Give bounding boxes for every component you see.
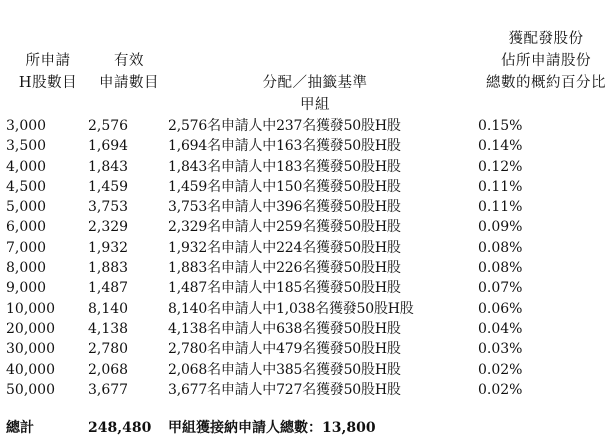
- cell-basis: 1,883名申請人中226名獲發50股H股: [168, 260, 401, 277]
- cell-shares: 50,000: [6, 381, 55, 398]
- header-line: 分配／抽籤基準: [262, 75, 368, 91]
- cell-basis: 2,329名申請人中259名獲發50股H股: [168, 219, 401, 236]
- cell-basis: 2,576名申請人中237名獲發50股H股: [168, 118, 401, 134]
- cell-basis: 1,843名申請人中183名獲發50股H股: [168, 158, 401, 175]
- cell-applications: 1,459: [88, 178, 129, 195]
- table-row: [0, 258, 616, 278]
- cell-percent: 0.02%: [478, 381, 523, 398]
- cell-percent: 0.11%: [478, 199, 523, 216]
- total-row: [0, 418, 616, 438]
- header-line: 佔所申請股份: [501, 53, 591, 69]
- cell-shares: 6,000: [6, 219, 47, 236]
- header-line: 總數的概約百分比: [486, 75, 606, 91]
- header-line: 甲組: [300, 97, 330, 113]
- cell-applications: 1,883: [88, 260, 129, 277]
- cell-percent: 0.08%: [478, 239, 523, 256]
- cell-percent: 0.02%: [478, 361, 523, 378]
- table-row: [0, 360, 616, 380]
- header-line: 有效: [114, 53, 144, 69]
- table-row: [0, 217, 616, 237]
- cell-applications: 2,068: [88, 361, 129, 378]
- cell-shares: 8,000: [6, 260, 47, 277]
- header-line: H股數目: [18, 75, 78, 91]
- table-row: [0, 197, 616, 217]
- cell-shares: 4,500: [6, 178, 47, 195]
- cell-applications: 8,140: [88, 300, 129, 317]
- table-row: [0, 380, 616, 400]
- table-row: [0, 299, 616, 319]
- cell-applications: 2,576: [88, 118, 129, 134]
- cell-basis: 4,138名申請人中638名獲發50股H股: [168, 320, 401, 337]
- cell-shares: 30,000: [6, 341, 55, 358]
- header-line: 獲配發股份: [508, 31, 584, 47]
- cell-basis: 1,487名申請人中185名獲發50股H股: [168, 280, 401, 297]
- cell-basis: 2,780名申請人中479名獲發50股H股: [168, 341, 401, 358]
- cell-percent: 0.12%: [478, 158, 523, 175]
- table-row: [0, 278, 616, 298]
- table-row: [0, 116, 616, 136]
- cell-shares: 9,000: [6, 280, 47, 297]
- cell-applications: 3,677: [88, 381, 129, 398]
- cell-basis: 3,677名申請人中727名獲發50股H股: [168, 381, 401, 398]
- cell-percent: 0.09%: [478, 219, 523, 236]
- cell-percent: 0.04%: [478, 320, 523, 337]
- cell-basis: 8,140名申請人中1,038名獲發50股H股: [168, 300, 414, 317]
- cell-percent: 0.11%: [478, 178, 523, 195]
- header-line: 所申請: [25, 53, 71, 69]
- table-body: [0, 116, 616, 400]
- cell-applications: 3,753: [88, 199, 129, 216]
- cell-applications: 1,932: [88, 239, 129, 256]
- total-value: 248,480: [88, 420, 152, 436]
- table-row: [0, 238, 616, 258]
- table-row: [0, 319, 616, 339]
- cell-shares: 4,000: [6, 158, 47, 175]
- cell-percent: 0.14%: [478, 138, 523, 155]
- cell-percent: 0.15%: [478, 118, 523, 134]
- cell-basis: 1,459名申請人中150名獲發50股H股: [168, 178, 401, 195]
- cell-basis: 1,694名申請人中163名獲發50股H股: [168, 138, 401, 155]
- cell-basis: 2,068名申請人中385名獲發50股H股: [168, 361, 401, 378]
- header-line: 申請數目: [99, 75, 159, 91]
- total-label: 總計: [6, 420, 34, 436]
- cell-percent: 0.03%: [478, 341, 523, 358]
- cell-shares: 5,000: [6, 199, 47, 216]
- cell-percent: 0.06%: [478, 300, 523, 317]
- cell-applications: 1,694: [88, 138, 129, 155]
- cell-percent: 0.07%: [478, 280, 523, 297]
- header-basis-of-allocation: [255, 72, 375, 116]
- table-row: [0, 177, 616, 197]
- table-row: [0, 339, 616, 359]
- header-shares-applied: [6, 50, 90, 94]
- cell-applications: 4,138: [88, 320, 129, 337]
- cell-shares: 40,000: [6, 361, 55, 378]
- cell-basis: 1,932名申請人中224名獲發50股H股: [168, 239, 401, 256]
- cell-percent: 0.08%: [478, 260, 523, 277]
- cell-applications: 2,329: [88, 219, 129, 236]
- table-row: [0, 136, 616, 156]
- cell-applications: 1,487: [88, 280, 129, 297]
- cell-applications: 1,843: [88, 158, 129, 175]
- cell-applications: 2,780: [88, 341, 129, 358]
- cell-shares: 20,000: [6, 320, 55, 337]
- cell-shares: 7,000: [6, 239, 47, 256]
- cell-basis: 3,753名申請人中396名獲發50股H股: [168, 199, 401, 216]
- header-valid-applications: [94, 50, 164, 94]
- cell-shares: 10,000: [6, 300, 55, 317]
- cell-shares: 3,500: [6, 138, 47, 155]
- table-row: [0, 157, 616, 177]
- cell-shares: 3,000: [6, 118, 47, 134]
- header-approx-percentage: [476, 28, 616, 94]
- total-successful-applicants: 甲組獲接納申請人總數：13,800: [168, 420, 376, 436]
